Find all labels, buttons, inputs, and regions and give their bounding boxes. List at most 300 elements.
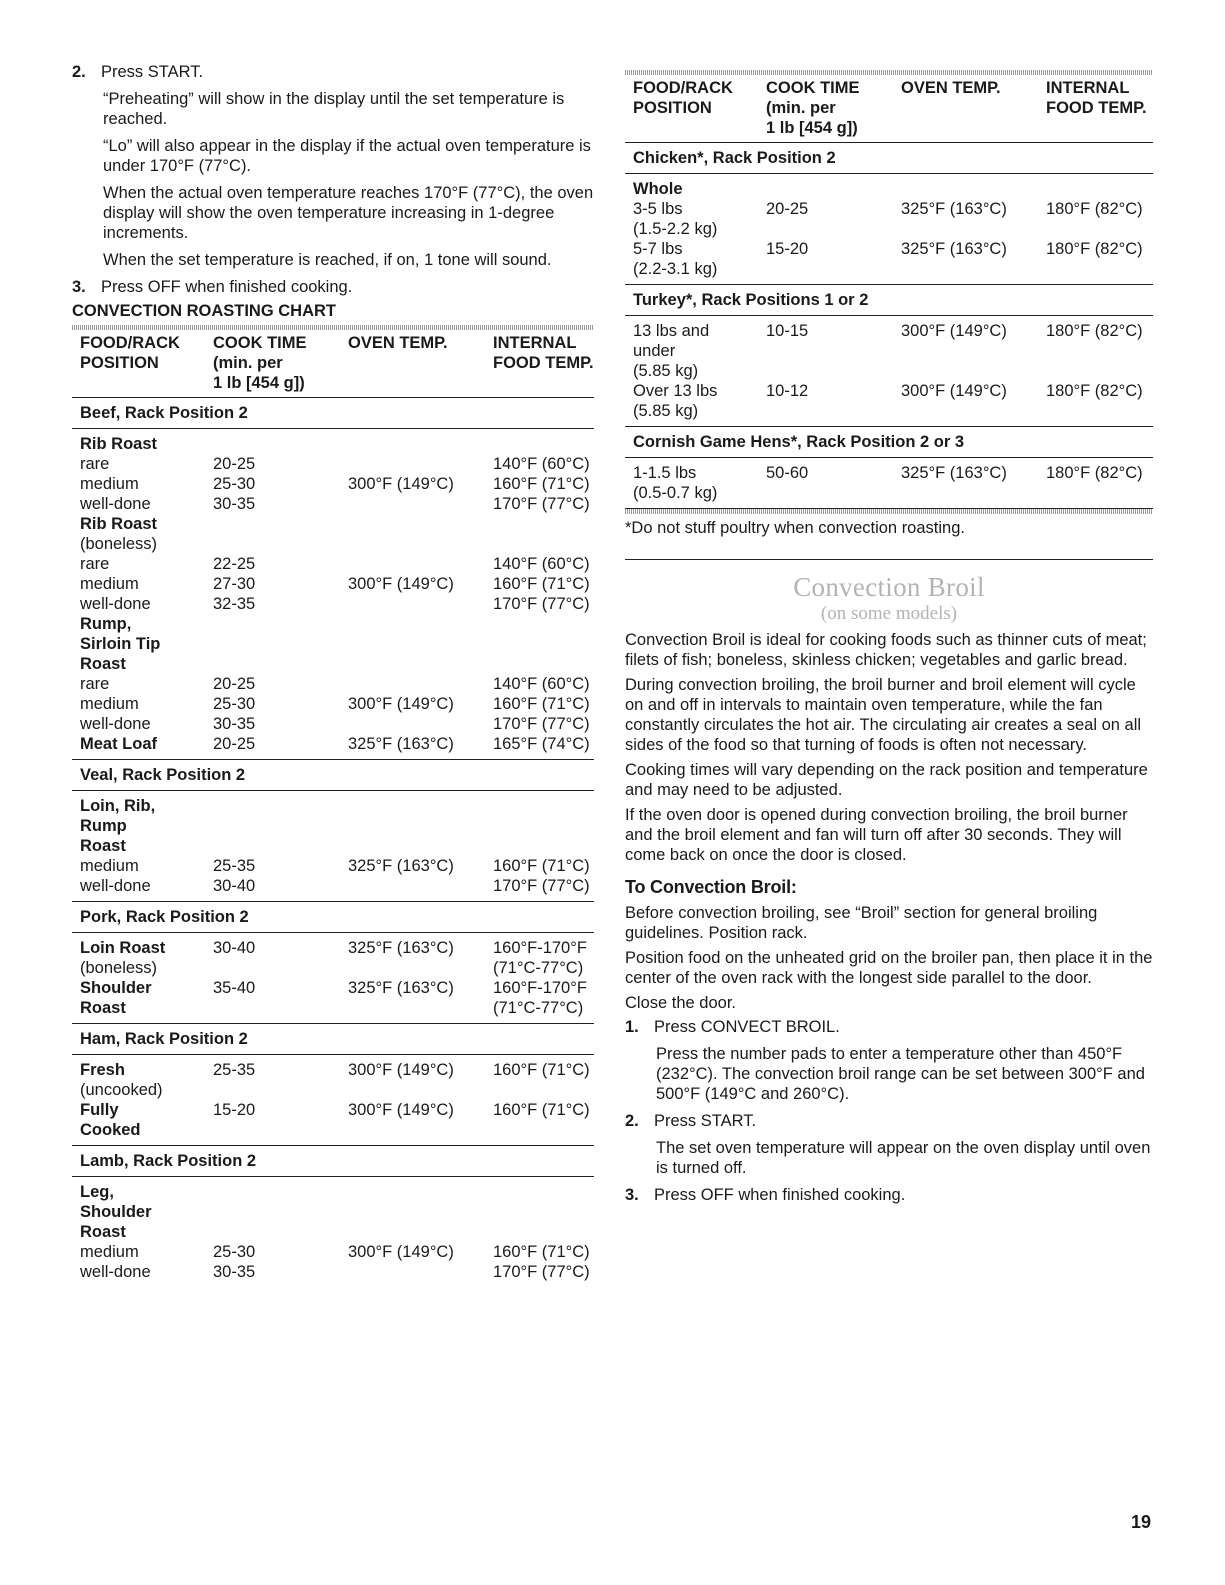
food-cell: well-done [80,595,151,613]
step-item [625,1017,1153,1037]
cook-time-cell: 27-30 [213,575,256,593]
internal-temp-cell [1038,341,1153,361]
cook-time-cell: 22-25 [213,555,256,573]
food-cell: 13 lbs and [633,322,710,340]
oven-temp-cell [340,1120,485,1146]
food-cell: Rump [80,817,127,835]
food-cell: Rump, [80,615,132,633]
table-row [72,654,594,674]
oven-temp-cell: 300°F (149°C) [901,382,1007,400]
cook-time-cell: 20-25 [213,455,256,473]
oven-temp-cell [340,554,485,574]
oven-temp-cell [893,361,1038,381]
food-cell: 1-1.5 lbs [633,464,697,482]
oven-temp-cell [893,483,1038,509]
cook-time-cell: 20-25 [766,200,809,218]
cook-time-cell [758,483,893,509]
table-row [625,381,1153,401]
table-row [72,454,594,474]
step-number: 3. [72,278,86,296]
table-row [72,876,594,902]
section-header-row [625,427,1153,458]
table-row [72,514,594,534]
cook-time-cell: 15-20 [766,240,809,258]
food-cell: Rib Roast [80,515,158,533]
table-row [72,1100,594,1120]
table-row [625,316,1153,342]
right-column [625,62,1153,1205]
chart-header-row [625,75,1153,143]
internal-temp-cell [1038,361,1153,381]
section-title: Beef, Rack Position 2 [72,398,594,429]
cook-time-cell: 25-30 [213,1243,256,1261]
oven-temp-cell: 325°F (163°C) [348,857,454,875]
cook-time-cell: 30-35 [213,1263,256,1281]
table-row [72,734,594,760]
oven-temp-cell [893,341,1038,361]
food-cell: Roast [72,998,205,1024]
table-row [72,856,594,876]
section-header-row [72,902,594,933]
food-cell: (0.5-0.7 kg) [625,483,758,509]
food-cell: under [633,342,676,360]
section-header-row [625,285,1153,316]
oven-temp-cell [340,958,485,978]
oven-temp-cell: 325°F (163°C) [348,979,454,997]
section-header-row [72,760,594,791]
food-cell: medium [80,857,139,875]
internal-temp-cell: 160°F (71°C) [493,1101,590,1119]
cook-time-cell [205,654,340,674]
table-row [72,958,594,978]
paragraph: Before convection broiling, see “Broil” section for general broiling guidelines. Position rack. [625,904,1098,942]
food-cell: medium [80,475,139,493]
cook-time-cell [758,401,893,427]
chart-bottom-rule [625,509,1153,514]
oven-temp-cell: 300°F (149°C) [348,695,454,713]
internal-temp-cell: 170°F (77°C) [485,876,594,902]
step-text: Press START. [654,1112,757,1130]
section-title: Lamb, Rack Position 2 [72,1146,594,1177]
procedure-steps [625,1017,1153,1205]
paragraph: Cooking times will vary depending on the rack position and temperature and may need to be adjusted. [625,761,1148,799]
food-cell: Roast [80,837,126,855]
cook-time-cell: 30-40 [213,939,256,957]
table-row [72,574,594,594]
step-item [72,62,594,82]
section-title: Convection Broil [793,572,985,602]
step-number: 2. [625,1112,639,1130]
step-detail: When the set temperature is reached, if on, 1 tone will sound. [103,251,552,269]
internal-temp-cell: 180°F (82°C) [1046,322,1143,340]
cook-time-cell [205,634,340,654]
table-row [625,341,1153,361]
food-cell: (1.5-2.2 kg) [633,220,718,238]
internal-temp-cell: (71°C-77°C) [493,959,584,977]
internal-temp-cell: 140°F (60°C) [493,555,590,573]
internal-temp-cell: (71°C-77°C) [485,998,594,1024]
internal-temp-cell [1038,219,1153,239]
cook-time-cell: 20-25 [213,675,256,693]
table-row [72,674,594,694]
internal-temp-cell [1038,174,1153,200]
cook-time-cell: 15-20 [213,1101,256,1119]
internal-temp-cell: 180°F (82°C) [1046,464,1143,482]
cook-time-cell [205,958,340,978]
table-row [72,1262,594,1282]
step-detail: When the actual oven temperature reaches 170°F (77°C), the oven display will show the oven temperature increasing in 1-degree increments. [103,184,594,242]
table-row [72,1242,594,1262]
table-row [72,1202,594,1222]
cook-time-cell [205,514,340,534]
food-cell: well-done [72,876,205,902]
oven-temp-cell: 325°F (163°C) [901,200,1007,218]
instruction-steps [72,62,594,297]
step-text: Press OFF when finished cooking. [654,1186,906,1204]
food-cell: Fully [80,1101,119,1119]
oven-temp-cell [893,174,1038,200]
chart-title: CONVECTION ROASTING CHART [72,302,336,320]
cook-time-cell: 20-25 [205,734,340,760]
cook-time-cell [205,429,340,455]
step-text: Press OFF when finished cooking. [101,278,353,296]
convection-roasting-chart [72,330,594,1282]
oven-temp-cell: 300°F (149°C) [348,575,454,593]
internal-temp-cell [485,1080,594,1100]
internal-temp-cell: 170°F (77°C) [493,1263,590,1281]
food-cell: rare [80,675,110,693]
oven-temp-cell [340,876,485,902]
header-internal-temp: INTERNAL FOOD TEMP. [485,330,594,398]
oven-temp-cell [340,1262,485,1282]
table-row [72,554,594,574]
step-detail: “Lo” will also appear in the display if the actual oven temperature is under 170°F (77°C). [103,137,591,175]
internal-temp-cell [485,836,594,856]
cook-time-cell [758,361,893,381]
internal-temp-cell [485,816,594,836]
table-row [625,458,1153,484]
food-cell: Meat Loaf [72,734,205,760]
oven-temp-cell [340,1177,485,1203]
food-cell: Leg, [80,1183,114,1201]
table-row [72,978,594,998]
step-text: Press CONVECT BROIL. [654,1018,840,1036]
header-internal-temp: INTERNAL FOOD TEMP. [1038,75,1153,143]
oven-temp-cell: 300°F (149°C) [348,1243,454,1261]
food-cell: (boneless) [80,959,158,977]
table-row [72,1055,594,1081]
header-cook-time: COOK TIME (min. per 1 lb [454 g]) [758,75,893,143]
food-cell: Fresh [80,1061,125,1079]
table-row [72,634,594,654]
cook-time-cell: 10-12 [766,382,809,400]
cook-time-cell: 25-30 [213,475,256,493]
section-title: Chicken*, Rack Position 2 [625,143,1153,174]
internal-temp-cell: 160°F (71°C) [493,575,590,593]
cook-time-cell: 35-40 [213,979,256,997]
food-cell: Sirloin Tip [80,635,161,653]
step-item [625,1111,1153,1131]
section-title: Ham, Rack Position 2 [72,1024,594,1055]
internal-temp-cell: 180°F (82°C) [1046,240,1143,258]
internal-temp-cell: 140°F (60°C) [493,455,590,473]
food-cell: Cooked [72,1120,205,1146]
oven-temp-cell [340,654,485,674]
procedure-paragraphs [625,903,1153,1013]
table-row [625,239,1153,259]
cook-time-cell [758,219,893,239]
internal-temp-cell: 165°F (74°C) [485,734,594,760]
internal-temp-cell [485,1222,594,1242]
internal-temp-cell [485,514,594,534]
header-food-rack: FOOD/RACK POSITION [72,330,205,398]
table-row [72,474,594,494]
food-cell: Shoulder [80,1203,152,1221]
oven-temp-cell [340,514,485,534]
oven-temp-cell [893,219,1038,239]
subheading: To Convection Broil: [625,877,797,897]
oven-temp-cell [893,401,1038,427]
food-cell: rare [80,555,110,573]
section-title: Turkey*, Rack Positions 1 or 2 [625,285,1153,316]
cook-time-cell: 50-60 [766,464,809,482]
paragraph: If the oven door is opened during convection broiling, the broil burner and the broil element and fan will turn off after 30 seconds. They will come back on once the door is closed. [625,806,1128,864]
food-cell: Roast [80,1223,126,1241]
cook-time-cell: 25-30 [213,695,256,713]
oven-temp-cell [893,259,1038,285]
section-header-row [72,398,594,429]
table-row [72,1120,594,1146]
food-cell: (5.85 kg) [625,401,758,427]
oven-temp-cell [340,634,485,654]
cook-time-cell [205,836,340,856]
cook-time-cell: 32-35 [213,595,256,613]
step-text: Press START. [101,63,204,81]
food-cell: Over 13 lbs [633,382,718,400]
step-item [625,1185,1153,1205]
left-column [72,62,594,1282]
internal-temp-cell: 140°F (60°C) [493,675,590,693]
internal-temp-cell: 170°F (77°C) [493,495,590,513]
header-oven-temp: OVEN TEMP. [340,330,485,398]
food-cell: medium [80,695,139,713]
intro-paragraphs [625,630,1153,865]
internal-temp-cell [1038,259,1153,285]
internal-temp-cell: 160°F (71°C) [493,1243,590,1261]
cook-time-cell [205,1202,340,1222]
oven-temp-cell [340,494,485,514]
food-cell: rare [80,455,110,473]
table-row [72,998,594,1024]
table-row [72,594,594,614]
oven-temp-cell: 325°F (163°C) [348,939,454,957]
table-row [625,483,1153,509]
oven-temp-cell: 300°F (149°C) [348,475,454,493]
paragraph: Position food on the unheated grid on the broiler pan, then place it in the center of the oven rack with the longest side parallel to the door. [625,949,1153,987]
table-row [625,219,1153,239]
internal-temp-cell: 170°F (77°C) [493,595,590,613]
cook-time-cell: 25-35 [213,857,256,875]
internal-temp-cell [485,1120,594,1146]
oven-temp-cell [340,836,485,856]
oven-temp-cell: 325°F (163°C) [901,464,1007,482]
cook-time-cell [205,791,340,817]
section-title: Cornish Game Hens*, Rack Position 2 or 3 [625,427,1153,458]
table-row [72,791,594,817]
table-row [625,259,1153,285]
cook-time-cell [205,816,340,836]
step-number: 3. [625,1186,639,1204]
food-cell: Rib Roast [80,435,158,453]
table-row [72,694,594,714]
divider [625,559,1153,560]
internal-temp-cell: 180°F (82°C) [1046,200,1143,218]
internal-temp-cell [1038,483,1153,509]
table-row [72,1222,594,1242]
internal-temp-cell [485,1177,594,1203]
food-cell: Whole [633,180,683,198]
internal-temp-cell: 160°F (71°C) [493,857,590,875]
internal-temp-cell: 170°F (77°C) [493,715,590,733]
oven-temp-cell [340,454,485,474]
oven-temp-cell: 325°F (163°C) [901,240,1007,258]
oven-temp-cell [340,674,485,694]
section-subtitle: (on some models) [820,603,958,624]
table-row [72,614,594,634]
internal-temp-cell: 160°F (71°C) [493,695,590,713]
paragraph: Convection Broil is ideal for cooking foods such as thinner cuts of meat; filets of fish; boneless, skinless chicken; vegetables and garlic bread. [625,631,1147,669]
cook-time-cell [205,998,340,1024]
oven-temp-cell [340,594,485,614]
cook-time-cell [205,1177,340,1203]
header-food-rack: FOOD/RACK POSITION [625,75,758,143]
food-cell: medium [80,575,139,593]
food-cell: well-done [80,715,151,733]
table-row [72,534,594,554]
food-cell: Loin Roast [80,939,166,957]
section-title: Veal, Rack Position 2 [72,760,594,791]
header-oven-temp: OVEN TEMP. [893,75,1038,143]
step-detail: Press the number pads to enter a temperature other than 450°F (232°C). The convection broil range can be set between 300°F and 500°F (149°C and 260°C). [656,1045,1145,1103]
internal-temp-cell: 160°F (71°C) [493,1061,590,1079]
oven-temp-cell: 300°F (149°C) [348,1101,454,1119]
oven-temp-cell: 300°F (149°C) [901,322,1007,340]
paragraph: Close the door. [625,994,736,1012]
oven-temp-cell [340,714,485,734]
food-cell: well-done [80,495,151,513]
oven-temp-cell [340,534,485,554]
oven-temp-cell [340,1222,485,1242]
chart-header-row [72,330,594,398]
step-item [72,277,594,297]
table-row [72,933,594,959]
footnote: *Do not stuff poultry when convection roasting. [625,519,965,537]
internal-temp-cell: 160°F-170°F [493,939,587,957]
step-detail: The set oven temperature will appear on the oven display until oven is turned off. [656,1139,1151,1177]
oven-temp-cell [340,998,485,1024]
table-row [625,199,1153,219]
table-row [72,429,594,455]
cook-time-cell [205,1080,340,1100]
cook-time-cell [205,534,340,554]
table-row [72,1080,594,1100]
internal-temp-cell: 160°F-170°F [493,979,587,997]
header-cook-time: COOK TIME (min. per 1 lb [454 g]) [205,330,340,398]
oven-temp-cell [340,1202,485,1222]
cook-time-cell: 30-40 [205,876,340,902]
section-title: Pork, Rack Position 2 [72,902,594,933]
page-number: 19 [1130,1512,1151,1532]
table-row [72,816,594,836]
table-row [72,494,594,514]
internal-temp-cell [485,1202,594,1222]
convection-roasting-chart-continued [625,75,1153,509]
food-cell: Loin, Rib, [80,797,156,815]
food-cell: Shoulder [80,979,152,997]
oven-temp-cell [340,791,485,817]
food-cell: well-done [80,1263,151,1281]
oven-temp-cell [340,816,485,836]
section-header-row [625,143,1153,174]
cook-time-cell: 30-35 [213,715,256,733]
paragraph: During convection broiling, the broil burner and broil element will cycle on and off in intervals to maintain oven temperature, while the fan constantly circulates the hot air. The circulating air creates a seal on all sides of the food so that turning of foods is often not necessary. [625,676,1142,754]
internal-temp-cell: 180°F (82°C) [1046,382,1143,400]
food-cell: (uncooked) [80,1081,163,1099]
table-row [72,836,594,856]
cook-time-cell [758,341,893,361]
step-number: 1. [625,1018,639,1036]
cook-time-cell: 30-35 [213,495,256,513]
cook-time-cell [205,1222,340,1242]
oven-temp-cell [340,429,485,455]
food-cell: (boneless) [80,535,158,553]
table-row [625,361,1153,381]
cook-time-cell [205,614,340,634]
table-row [72,714,594,734]
oven-temp-cell: 300°F (149°C) [348,1061,454,1079]
food-cell: (5.85 kg) [633,362,699,380]
table-row [625,174,1153,200]
cook-time-cell [758,259,893,285]
oven-temp-cell [340,614,485,634]
internal-temp-cell [485,614,594,634]
internal-temp-cell [1038,401,1153,427]
cook-time-cell [205,1120,340,1146]
internal-temp-cell [485,534,594,554]
step-detail: “Preheating” will show in the display until the set temperature is reached. [103,90,565,128]
food-cell: 5-7 lbs [633,240,683,258]
food-cell: (2.2-3.1 kg) [625,259,758,285]
internal-temp-cell [485,791,594,817]
cook-time-cell [758,174,893,200]
internal-temp-cell [485,634,594,654]
table-row [625,401,1153,427]
section-header-row [72,1146,594,1177]
step-number: 2. [72,63,86,81]
food-cell: Roast [80,655,126,673]
food-cell: 3-5 lbs [633,200,683,218]
cook-time-cell: 10-15 [766,322,809,340]
table-row [72,1177,594,1203]
oven-temp-cell [340,1080,485,1100]
internal-temp-cell [485,429,594,455]
internal-temp-cell: 160°F (71°C) [493,475,590,493]
cook-time-cell: 25-35 [213,1061,256,1079]
internal-temp-cell [485,654,594,674]
section-header-row [72,1024,594,1055]
food-cell: medium [80,1243,139,1261]
oven-temp-cell: 325°F (163°C) [340,734,485,760]
